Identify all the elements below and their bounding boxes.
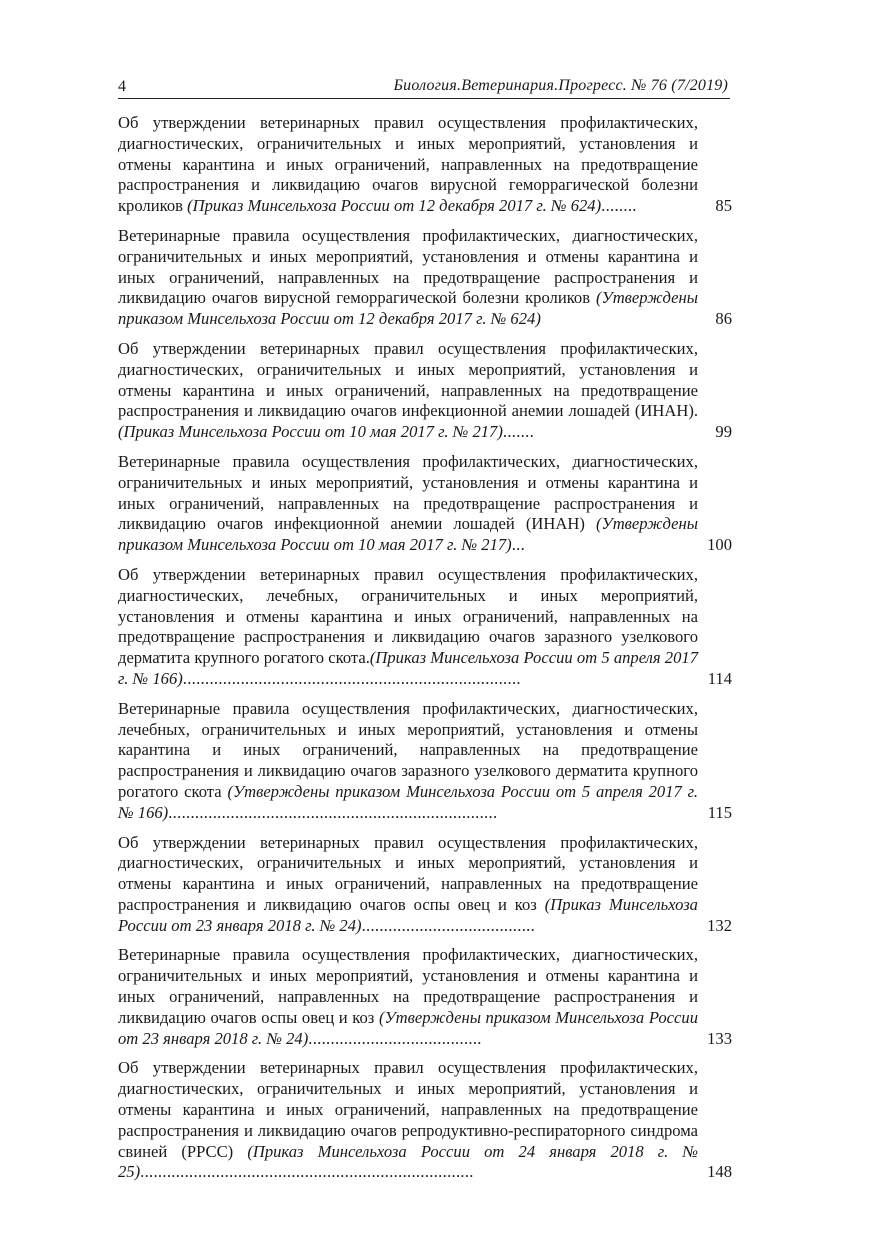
toc-entry[interactable] bbox=[118, 1058, 732, 1183]
entry-dots: ........ bbox=[601, 196, 637, 216]
entry-text bbox=[118, 113, 698, 217]
toc-entry[interactable] bbox=[118, 113, 732, 217]
entry-text bbox=[118, 833, 698, 937]
entry-title: Ветеринарные правила осуществления профилактических, диагностических, лечебных, ограничительных и иных мероприятий, установления и отмены карантина и иных ограничений, направленных на предотвращение распространения и ликвидацию очагов заразного узелкового дерматита крупного рогатого скота bbox=[118, 698, 698, 801]
entry-title: Ветеринарные правила осуществления профилактических, диагностических, ограничительных и иных мероприятий, установления и отмены карантина и иных ограничений, направленных на предотвращение распространения и ликвидацию очагов вирусной геморрагической болезни кроликов bbox=[118, 225, 698, 308]
entry-text bbox=[118, 945, 698, 1049]
entry-page-number: 100 bbox=[707, 535, 732, 555]
entry-page-number: 86 bbox=[715, 309, 732, 329]
entry-title: Об утверждении ветеринарных правил осуществления профилактических, диагностических, ограничительных и иных мероприятий, установления и отмены карантина и иных ограничений, направленных на предотвращение распространения и ликвидацию очагов вирусной геморрагической болезни кроликов bbox=[118, 113, 698, 216]
entry-text bbox=[118, 339, 698, 443]
table-of-contents bbox=[118, 113, 732, 1192]
toc-entry[interactable] bbox=[118, 452, 732, 556]
entry-source: (Приказ Минсельхоза России от 24 января 2018 г. № 25) bbox=[118, 1141, 698, 1182]
entry-title: Об утверждении ветеринарных правил осуществления профилактических, диагностических, лечебных, ограничительных и иных мероприятий, установления и отмены карантина и иных ограничений, направленных на предотвращение распространения и ликвидацию очагов заразного узелкового дерматита крупного рогатого скота. bbox=[118, 564, 698, 668]
entry-source: (Приказ Минсельхоза России от 5 апреля 2017 г. № 166) bbox=[118, 648, 698, 688]
page-number: 4 bbox=[118, 78, 126, 95]
toc-entry[interactable] bbox=[118, 833, 732, 937]
toc-entry[interactable] bbox=[118, 226, 732, 330]
entry-text bbox=[118, 1058, 698, 1183]
entry-title: Об утверждении ветеринарных правил осуществления профилактических, диагностических, ограничительных и иных мероприятий, установления и отмены карантина и иных ограничений, направленных на предотвращение распространения и ликвидацию очагов инфекционной анемии лошадей (ИНАН). bbox=[118, 338, 698, 421]
entry-dots: ....................................... bbox=[308, 1028, 482, 1048]
entry-dots: .......................................................................... bbox=[168, 802, 498, 822]
entry-page-number: 114 bbox=[707, 668, 732, 688]
entry-dots: ............................................................................ bbox=[182, 668, 521, 688]
entry-text bbox=[118, 699, 698, 824]
toc-entry[interactable] bbox=[118, 565, 732, 690]
entry-source: (Приказ Минсельхоза России от 12 декабря 2017 г. № 624) bbox=[187, 196, 602, 216]
entry-dots: ....................................... bbox=[361, 915, 536, 935]
entry-page-number: 132 bbox=[707, 915, 732, 935]
entry-title: Ветеринарные правила осуществления профилактических, диагностических, ограничительных и иных мероприятий, установления и отмены карантина и иных ограничений, направленных на предотвращение распространения и ликвидацию очагов оспы овец и коз bbox=[118, 945, 698, 1027]
entry-dots: ... bbox=[511, 535, 526, 555]
toc-entry[interactable] bbox=[118, 699, 732, 824]
entry-page-number: 148 bbox=[707, 1162, 732, 1182]
entry-page-number: 85 bbox=[715, 196, 732, 216]
entry-source: (Приказ Минсельхоза России от 10 мая 2017 г. № 217) bbox=[118, 422, 503, 442]
entry-source: (Приказ Минсельхоза России от 23 января 2018 г. № 24) bbox=[118, 894, 698, 935]
journal-title: Биология.Ветеринария.Прогресс. № 76 (7/2019) bbox=[393, 77, 728, 94]
entry-dots: ........................................................................... bbox=[140, 1162, 474, 1182]
entry-title: Об утверждении ветеринарных правил осуществления профилактических, диагностических, ограничительных и иных мероприятий, установления и отмены карантина и иных ограничений, направленных на предотвращение распространения и ликвидацию очагов репродуктивно-респираторного синдрома свиней (РРСС) bbox=[118, 1058, 698, 1161]
entry-title: Ветеринарные правила осуществления профилактических, диагностических, ограничительных и иных мероприятий, установления и отмены карантина и иных ограничений, направленных на предотвращение распространения и ликвидацию очагов инфекционной анемии лошадей (ИНАН) bbox=[118, 451, 698, 534]
toc-entry[interactable] bbox=[118, 945, 732, 1049]
entry-text bbox=[118, 565, 698, 690]
entry-source: (Утверждены приказом Минсельхоза России от 5 апреля 2017 г. № 166) bbox=[118, 781, 698, 822]
entry-source: (Утверждены приказом Минсельхоза России от 10 мая 2017 г. № 217) bbox=[118, 514, 698, 555]
running-header bbox=[118, 76, 730, 99]
entry-dots: ....... bbox=[502, 422, 535, 442]
entry-text bbox=[118, 452, 698, 556]
entry-page-number: 115 bbox=[707, 802, 732, 822]
entry-page-number: 133 bbox=[707, 1028, 732, 1048]
entry-title: Об утверждении ветеринарных правил осуществления профилактических, диагностических, ограничительных и иных мероприятий, установления и отмены карантина и иных ограничений, направленных на предотвращение распространения и ликвидацию очагов оспы овец и коз bbox=[118, 832, 698, 914]
entry-text bbox=[118, 226, 698, 330]
entry-page-number: 99 bbox=[715, 422, 732, 442]
entry-source: (Утверждены приказом Минсельхоза России от 23 января 2018 г. № 24) bbox=[118, 1007, 698, 1048]
toc-entry[interactable] bbox=[118, 339, 732, 443]
entry-source: (Утверждены приказом Минсельхоза России от 12 декабря 2017 г. № 624) bbox=[118, 288, 698, 329]
